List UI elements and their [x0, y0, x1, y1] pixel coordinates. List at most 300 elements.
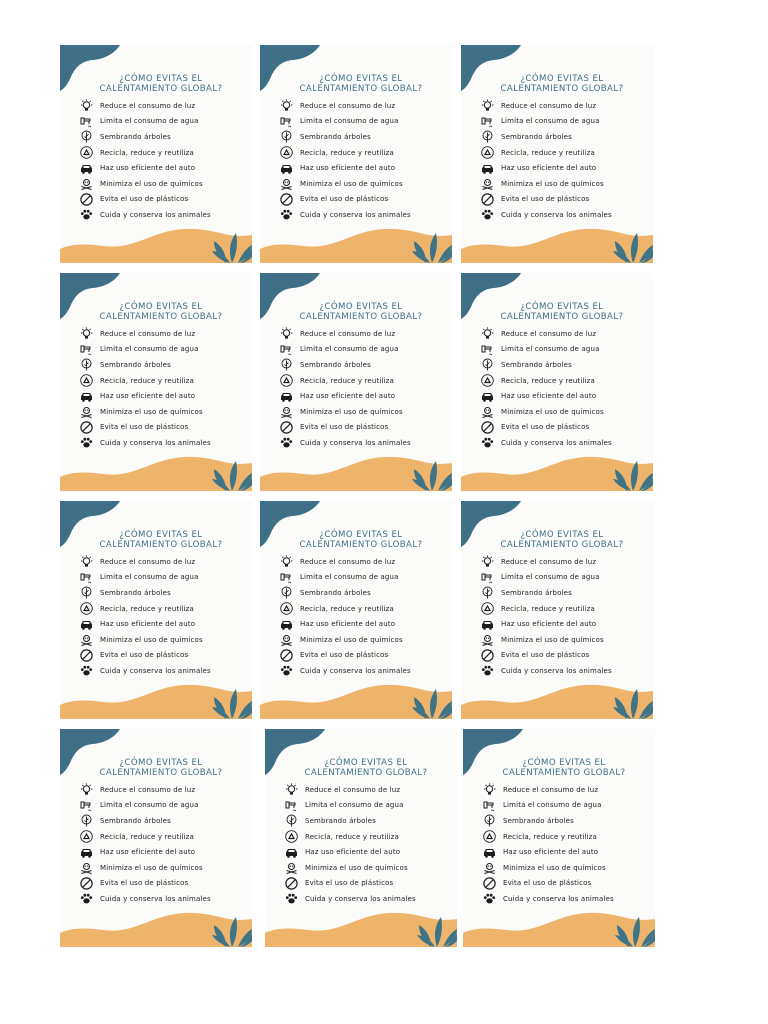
faucet-icon	[481, 571, 494, 584]
card-title-line: ¿CÓMO EVITAS EL	[324, 758, 408, 768]
tip-text: Evita el uso de plásticos	[305, 879, 394, 888]
tip-text: Minimiza el uso de químicos	[501, 407, 604, 416]
tip-text: Minimiza el uso de químicos	[100, 863, 203, 872]
tip-item	[481, 570, 651, 586]
tip-text: Limita el consumo de agua	[100, 117, 199, 126]
tip-item	[483, 829, 653, 845]
tip-item	[280, 176, 450, 192]
tip-text: Haz uso eficiente del auto	[300, 164, 396, 173]
tip-item	[280, 145, 450, 161]
paw-icon	[280, 436, 293, 449]
tip-item	[280, 616, 450, 632]
climate-card	[461, 273, 653, 491]
tip-item	[80, 798, 250, 814]
card-title	[475, 302, 649, 322]
car-icon	[280, 162, 293, 175]
tip-text: Evita el uso de plásticos	[100, 195, 189, 204]
climate-card	[463, 729, 655, 947]
tip-item	[80, 404, 250, 420]
tip-item	[80, 160, 250, 176]
climate-card	[60, 501, 252, 719]
faucet-icon	[280, 343, 293, 356]
tip-text: Reduce el consumo de luz	[501, 101, 597, 110]
tips-list	[80, 98, 250, 223]
recycle-icon	[80, 146, 93, 159]
tip-text: Sembrando árboles	[100, 816, 171, 825]
tip-item	[280, 420, 450, 436]
faucet-icon	[483, 799, 496, 812]
tip-text: Evita el uso de plásticos	[100, 879, 189, 888]
card-title	[274, 530, 448, 550]
tip-text: Cuida y conserva los animales	[300, 666, 411, 675]
card-title-line: CALENTAMIENTO GLOBAL?	[99, 312, 223, 322]
card-title-line: CALENTAMIENTO GLOBAL?	[99, 84, 223, 94]
tips-list	[280, 326, 450, 451]
tip-item	[481, 648, 651, 664]
tip-item	[285, 829, 455, 845]
tip-text: Cuida y conserva los animales	[300, 210, 411, 219]
chemicals-icon	[280, 177, 293, 190]
tip-text: Sembrando árboles	[100, 588, 171, 597]
tip-text: Sembrando árboles	[501, 588, 572, 597]
tip-text: Limita el consumo de agua	[300, 573, 399, 582]
lightbulb-icon	[80, 783, 93, 796]
tip-item	[285, 876, 455, 892]
lightbulb-icon	[80, 327, 93, 340]
card-title	[74, 74, 248, 94]
tip-item	[80, 554, 250, 570]
tip-item	[80, 860, 250, 876]
car-icon	[481, 390, 494, 403]
car-icon	[80, 390, 93, 403]
tree-icon	[280, 358, 293, 371]
climate-card	[461, 501, 653, 719]
card-title	[74, 758, 248, 778]
no-plastic-icon	[481, 649, 494, 662]
tip-text: Limita el consumo de agua	[501, 117, 600, 126]
tip-item	[280, 435, 450, 451]
tip-text: Cuida y conserva los animales	[501, 438, 612, 447]
chemicals-icon	[80, 633, 93, 646]
tip-text: Recicla, reduce y reutiliza	[100, 604, 194, 613]
chemicals-icon	[80, 177, 93, 190]
tip-text: Evita el uso de plásticos	[501, 651, 590, 660]
card-title-line: CALENTAMIENTO GLOBAL?	[99, 768, 223, 778]
paw-icon	[80, 208, 93, 221]
tip-item	[80, 176, 250, 192]
tip-text: Sembrando árboles	[300, 588, 371, 597]
recycle-icon	[280, 602, 293, 615]
tip-item	[280, 326, 450, 342]
tip-text: Limita el consumo de agua	[100, 573, 199, 582]
tip-item	[280, 663, 450, 679]
card-title	[74, 302, 248, 322]
tip-item	[481, 616, 651, 632]
tip-item	[483, 891, 653, 907]
tip-text: Sembrando árboles	[503, 816, 574, 825]
tip-item	[80, 98, 250, 114]
tree-icon	[280, 586, 293, 599]
lightbulb-icon	[280, 327, 293, 340]
tip-item	[80, 373, 250, 389]
recycle-icon	[481, 374, 494, 387]
recycle-icon	[481, 602, 494, 615]
tip-text: Evita el uso de plásticos	[300, 423, 389, 432]
tip-item	[481, 585, 651, 601]
no-plastic-icon	[481, 193, 494, 206]
card-title	[74, 530, 248, 550]
tip-text: Minimiza el uso de químicos	[501, 635, 604, 644]
paw-icon	[80, 664, 93, 677]
tip-item	[280, 342, 450, 358]
lightbulb-icon	[80, 99, 93, 112]
tip-text: Limita el consumo de agua	[100, 801, 199, 810]
card-title-line: CALENTAMIENTO GLOBAL?	[299, 540, 423, 550]
faucet-icon	[80, 571, 93, 584]
tip-item	[280, 570, 450, 586]
faucet-icon	[481, 343, 494, 356]
tip-text: Limita el consumo de agua	[501, 345, 600, 354]
tip-item	[80, 145, 250, 161]
paw-icon	[481, 664, 494, 677]
faucet-icon	[80, 799, 93, 812]
tip-text: Reduce el consumo de luz	[503, 785, 599, 794]
tip-item	[280, 357, 450, 373]
tip-text: Sembrando árboles	[501, 132, 572, 141]
tip-text: Haz uso eficiente del auto	[300, 392, 396, 401]
paw-icon	[483, 892, 496, 905]
tip-text: Evita el uso de plásticos	[100, 423, 189, 432]
tip-item	[481, 632, 651, 648]
tip-text: Minimiza el uso de químicos	[503, 863, 606, 872]
car-icon	[481, 618, 494, 631]
card-title-line: CALENTAMIENTO GLOBAL?	[299, 312, 423, 322]
tip-text: Cuida y conserva los animales	[501, 666, 612, 675]
tip-text: Cuida y conserva los animales	[100, 438, 211, 447]
tip-item	[280, 388, 450, 404]
climate-card	[60, 273, 252, 491]
tip-text: Cuida y conserva los animales	[100, 210, 211, 219]
climate-card	[461, 45, 653, 263]
tips-list	[280, 98, 450, 223]
card-title-line: CALENTAMIENTO GLOBAL?	[500, 84, 624, 94]
tip-text: Limita el consumo de agua	[501, 573, 600, 582]
tip-item	[481, 420, 651, 436]
tip-item	[483, 782, 653, 798]
tip-item	[481, 192, 651, 208]
lightbulb-icon	[80, 555, 93, 568]
recycle-icon	[80, 830, 93, 843]
no-plastic-icon	[80, 193, 93, 206]
tip-item	[481, 357, 651, 373]
tip-item	[80, 876, 250, 892]
paw-icon	[481, 208, 494, 221]
tree-icon	[280, 130, 293, 143]
paw-icon	[80, 436, 93, 449]
tip-item	[481, 145, 651, 161]
tip-text: Haz uso eficiente del auto	[100, 392, 196, 401]
chemicals-icon	[481, 633, 494, 646]
tip-text: Sembrando árboles	[501, 360, 572, 369]
card-title-line: CALENTAMIENTO GLOBAL?	[99, 540, 223, 550]
tip-text: Recicla, reduce y reutiliza	[100, 376, 194, 385]
tip-item	[483, 844, 653, 860]
chemicals-icon	[481, 405, 494, 418]
tip-text: Reduce el consumo de luz	[100, 101, 196, 110]
no-plastic-icon	[80, 877, 93, 890]
tip-text: Reduce el consumo de luz	[100, 557, 196, 566]
climate-card	[265, 729, 457, 947]
tip-text: Evita el uso de plásticos	[100, 651, 189, 660]
car-icon	[80, 846, 93, 859]
tip-item	[80, 207, 250, 223]
climate-card	[60, 45, 252, 263]
tree-icon	[481, 358, 494, 371]
tip-item	[285, 844, 455, 860]
tip-text: Minimiza el uso de químicos	[100, 407, 203, 416]
tip-item	[483, 876, 653, 892]
tips-list	[280, 554, 450, 679]
no-plastic-icon	[280, 649, 293, 662]
tip-text: Minimiza el uso de químicos	[501, 179, 604, 188]
no-plastic-icon	[280, 193, 293, 206]
faucet-icon	[280, 571, 293, 584]
tip-item	[80, 342, 250, 358]
chemicals-icon	[80, 405, 93, 418]
tip-text: Recicla, reduce y reutiliza	[501, 376, 595, 385]
paw-icon	[280, 664, 293, 677]
tip-item	[80, 326, 250, 342]
lightbulb-icon	[481, 555, 494, 568]
no-plastic-icon	[80, 649, 93, 662]
tips-list	[481, 326, 651, 451]
tip-item	[280, 404, 450, 420]
tip-text: Minimiza el uso de químicos	[300, 179, 403, 188]
tip-text: Haz uso eficiente del auto	[501, 392, 597, 401]
card-title-line: ¿CÓMO EVITAS EL	[319, 302, 403, 312]
recycle-icon	[285, 830, 298, 843]
card-title-line: ¿CÓMO EVITAS EL	[119, 302, 203, 312]
recycle-icon	[80, 374, 93, 387]
card-title	[274, 302, 448, 322]
tip-item	[280, 98, 450, 114]
car-icon	[80, 618, 93, 631]
tip-item	[80, 114, 250, 130]
tip-item	[481, 160, 651, 176]
faucet-icon	[481, 115, 494, 128]
tip-text: Cuida y conserva los animales	[100, 666, 211, 675]
tip-item	[80, 632, 250, 648]
tip-item	[80, 388, 250, 404]
tip-item	[280, 648, 450, 664]
tree-icon	[80, 586, 93, 599]
tip-text: Limita el consumo de agua	[503, 801, 602, 810]
tips-list	[80, 554, 250, 679]
lightbulb-icon	[481, 327, 494, 340]
chemicals-icon	[483, 861, 496, 874]
tips-list	[481, 98, 651, 223]
card-title-line: ¿CÓMO EVITAS EL	[522, 758, 606, 768]
tip-text: Haz uso eficiente del auto	[501, 164, 597, 173]
tip-text: Limita el consumo de agua	[300, 117, 399, 126]
card-title-line: CALENTAMIENTO GLOBAL?	[304, 768, 428, 778]
paw-icon	[280, 208, 293, 221]
tip-text: Sembrando árboles	[100, 360, 171, 369]
no-plastic-icon	[481, 421, 494, 434]
tip-item	[80, 663, 250, 679]
tips-list	[80, 326, 250, 451]
tip-text: Minimiza el uso de químicos	[100, 179, 203, 188]
card-title-line: CALENTAMIENTO GLOBAL?	[500, 540, 624, 550]
tip-item	[80, 648, 250, 664]
tree-icon	[80, 814, 93, 827]
tip-item	[80, 844, 250, 860]
car-icon	[483, 846, 496, 859]
tip-text: Evita el uso de plásticos	[503, 879, 592, 888]
tip-item	[483, 860, 653, 876]
tip-item	[481, 388, 651, 404]
lightbulb-icon	[483, 783, 496, 796]
paw-icon	[481, 436, 494, 449]
tip-item	[481, 326, 651, 342]
card-title-line: ¿CÓMO EVITAS EL	[520, 302, 604, 312]
tip-item	[481, 435, 651, 451]
tip-item	[481, 129, 651, 145]
tips-list	[483, 782, 653, 907]
climate-card	[260, 45, 452, 263]
tip-item	[481, 176, 651, 192]
tip-text: Sembrando árboles	[100, 132, 171, 141]
tip-item	[285, 813, 455, 829]
tree-icon	[483, 814, 496, 827]
tip-item	[80, 357, 250, 373]
tip-text: Cuida y conserva los animales	[100, 894, 211, 903]
tip-item	[280, 129, 450, 145]
tip-item	[481, 207, 651, 223]
tip-text: Haz uso eficiente del auto	[305, 848, 401, 857]
tree-icon	[481, 586, 494, 599]
tip-item	[483, 813, 653, 829]
tip-item	[280, 554, 450, 570]
tip-item	[285, 798, 455, 814]
tip-text: Recicla, reduce y reutiliza	[300, 604, 394, 613]
tip-item	[280, 373, 450, 389]
car-icon	[481, 162, 494, 175]
tip-text: Cuida y conserva los animales	[503, 894, 614, 903]
tip-text: Minimiza el uso de químicos	[300, 407, 403, 416]
tip-item	[80, 601, 250, 617]
card-title	[477, 758, 651, 778]
tip-item	[80, 891, 250, 907]
tip-text: Recicla, reduce y reutiliza	[501, 604, 595, 613]
chemicals-icon	[481, 177, 494, 190]
tip-item	[80, 570, 250, 586]
chemicals-icon	[285, 861, 298, 874]
chemicals-icon	[80, 861, 93, 874]
tips-list	[80, 782, 250, 907]
climate-card	[260, 273, 452, 491]
tip-item	[481, 404, 651, 420]
tip-item	[285, 891, 455, 907]
chemicals-icon	[280, 633, 293, 646]
tip-item	[80, 435, 250, 451]
tip-item	[80, 585, 250, 601]
card-title-line: ¿CÓMO EVITAS EL	[520, 74, 604, 84]
lightbulb-icon	[285, 783, 298, 796]
tip-text: Reduce el consumo de luz	[300, 101, 396, 110]
tip-text: Cuida y conserva los animales	[305, 894, 416, 903]
tip-item	[280, 160, 450, 176]
no-plastic-icon	[80, 421, 93, 434]
tip-text: Recicla, reduce y reutiliza	[300, 148, 394, 157]
faucet-icon	[285, 799, 298, 812]
tip-item	[80, 829, 250, 845]
card-title-line: ¿CÓMO EVITAS EL	[119, 74, 203, 84]
tip-text: Cuida y conserva los animales	[300, 438, 411, 447]
card-title-line: ¿CÓMO EVITAS EL	[119, 530, 203, 540]
tip-text: Sembrando árboles	[300, 360, 371, 369]
tip-text: Recicla, reduce y reutiliza	[503, 832, 597, 841]
climate-card	[60, 729, 252, 947]
tip-text: Evita el uso de plásticos	[501, 195, 590, 204]
tip-text: Evita el uso de plásticos	[300, 651, 389, 660]
card-title-line: CALENTAMIENTO GLOBAL?	[299, 84, 423, 94]
no-plastic-icon	[285, 877, 298, 890]
tip-item	[80, 129, 250, 145]
tip-item	[80, 420, 250, 436]
card-title-line: CALENTAMIENTO GLOBAL?	[502, 768, 626, 778]
recycle-icon	[481, 146, 494, 159]
tip-item	[280, 585, 450, 601]
tree-icon	[285, 814, 298, 827]
recycle-icon	[280, 374, 293, 387]
tip-item	[481, 601, 651, 617]
card-title	[279, 758, 453, 778]
card-title-line: ¿CÓMO EVITAS EL	[319, 530, 403, 540]
tip-item	[481, 373, 651, 389]
tip-item	[481, 554, 651, 570]
tip-item	[80, 782, 250, 798]
car-icon	[280, 618, 293, 631]
tip-item	[280, 114, 450, 130]
chemicals-icon	[280, 405, 293, 418]
tip-item	[280, 192, 450, 208]
tip-item	[481, 114, 651, 130]
tip-text: Recicla, reduce y reutiliza	[100, 148, 194, 157]
tree-icon	[80, 130, 93, 143]
car-icon	[280, 390, 293, 403]
tip-text: Haz uso eficiente del auto	[100, 848, 196, 857]
tree-icon	[481, 130, 494, 143]
tip-text: Limita el consumo de agua	[100, 345, 199, 354]
tip-text: Cuida y conserva los animales	[501, 210, 612, 219]
tip-text: Evita el uso de plásticos	[501, 423, 590, 432]
tip-item	[481, 663, 651, 679]
card-title-line: ¿CÓMO EVITAS EL	[319, 74, 403, 84]
recycle-icon	[80, 602, 93, 615]
recycle-icon	[280, 146, 293, 159]
card-title-line: CALENTAMIENTO GLOBAL?	[500, 312, 624, 322]
tip-text: Recicla, reduce y reutiliza	[300, 376, 394, 385]
tips-list	[285, 782, 455, 907]
tip-text: Limita el consumo de agua	[305, 801, 404, 810]
recycle-icon	[483, 830, 496, 843]
tip-text: Haz uso eficiente del auto	[100, 164, 196, 173]
tip-item	[481, 98, 651, 114]
tip-text: Reduce el consumo de luz	[501, 329, 597, 338]
tip-text: Minimiza el uso de químicos	[100, 635, 203, 644]
lightbulb-icon	[280, 99, 293, 112]
